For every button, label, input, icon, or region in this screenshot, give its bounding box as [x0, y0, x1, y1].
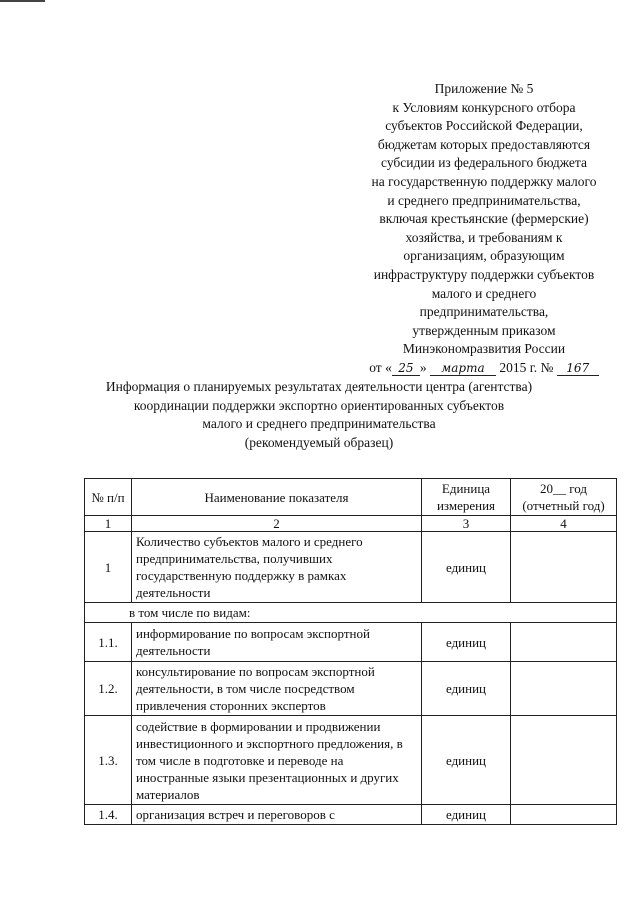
row-number: 1.2. — [85, 662, 132, 716]
appendix-line: на государственную поддержку малого — [371, 173, 597, 189]
title-line: координации поддержки экспортно ориентированных субъектов — [133, 397, 505, 413]
appendix-line: малого и среднего — [431, 285, 537, 301]
row-indicator: содействие в формировании и продвижении инвестиционного и экспортного предложения, в том числе в подготовке и переводе на иностранные языки презентационных и других материалов — [132, 716, 422, 805]
row-unit: единиц — [422, 716, 511, 805]
document-title — [100, 378, 538, 452]
scan-corner-mark — [0, 0, 45, 2]
row-number: 1.4. — [85, 805, 132, 825]
column-number: 4 — [511, 516, 617, 532]
row-number: 1.1. — [85, 623, 132, 662]
appendix-line: Минэкономразвития России — [402, 341, 566, 357]
column-number: 2 — [132, 516, 422, 532]
row-indicator: информирование по вопросам экспортной деятельности — [132, 623, 422, 662]
table-row — [85, 716, 617, 805]
table-header-row — [85, 479, 617, 516]
results-table — [84, 478, 617, 825]
date-mid: » — [419, 359, 427, 375]
table-row — [85, 662, 617, 716]
appendix-header — [340, 80, 628, 378]
row-value — [511, 623, 617, 662]
handwritten-day: 25 — [392, 361, 420, 376]
row-number: 1.3. — [85, 716, 132, 805]
title-line: (рекомендуемый образец) — [244, 434, 394, 450]
date-prefix: от « — [369, 359, 392, 375]
header-unit: Единица измерения — [422, 479, 511, 516]
column-number-row — [85, 516, 617, 532]
appendix-line: включая крестьянские (фермерские) — [379, 211, 589, 227]
row-subtitle: в том числе по видам: — [85, 603, 617, 623]
row-value — [511, 805, 617, 825]
title-line: Информация о планируемых результатах деятельности центра (агентства) — [105, 379, 533, 394]
handwritten-order-number: 167 — [557, 361, 599, 376]
appendix-line: хозяйства, и требованиям к — [405, 229, 563, 245]
row-value — [511, 662, 617, 716]
appendix-line: бюджетам которых предоставляются — [377, 136, 591, 152]
row-unit: единиц — [422, 532, 511, 603]
appendix-line: инфраструктуру поддержки субъектов — [373, 266, 595, 282]
row-indicator: Количество субъектов малого и среднего предпринимательства, получивших государственную поддержку в рамках деятельности — [132, 532, 422, 603]
row-number: 1 — [85, 532, 132, 603]
row-unit: единиц — [422, 662, 511, 716]
column-number: 1 — [85, 516, 132, 532]
row-value — [511, 716, 617, 805]
table-subtitle-row — [85, 603, 617, 623]
header-year: 20__ год (отчетный год) — [511, 479, 617, 516]
appendix-line: и среднего предпринимательства, — [387, 192, 581, 208]
title-line: малого и среднего предпринимательства — [202, 416, 436, 432]
table-row — [85, 805, 617, 825]
handwritten-month: марта — [430, 361, 496, 376]
order-date-line — [340, 359, 628, 378]
appendix-line: Приложение № 5 — [434, 81, 534, 96]
row-indicator: организация встреч и переговоров с — [132, 805, 422, 825]
row-indicator: консультирование по вопросам экспортной деятельности, в том числе посредством привлечения сторонних экспертов — [132, 662, 422, 716]
row-unit: единиц — [422, 623, 511, 662]
appendix-line: к Условиям конкурсного отбора — [392, 99, 576, 115]
date-year: 2015 г. № — [499, 359, 554, 375]
table-row — [85, 623, 617, 662]
row-value — [511, 532, 617, 603]
header-num: № п/п — [85, 479, 132, 516]
row-unit: единиц — [422, 805, 511, 825]
appendix-line: организациям, образующим — [403, 248, 565, 264]
table-row — [85, 532, 617, 603]
appendix-line: субсидии из федерального бюджета — [381, 155, 587, 171]
header-name: Наименование показателя — [132, 479, 422, 516]
appendix-line: субъектов Российской Федерации, — [385, 118, 583, 134]
appendix-line: предпринимательства, — [419, 304, 549, 320]
column-number: 3 — [422, 516, 511, 532]
appendix-line: утвержденным приказом — [412, 322, 556, 338]
